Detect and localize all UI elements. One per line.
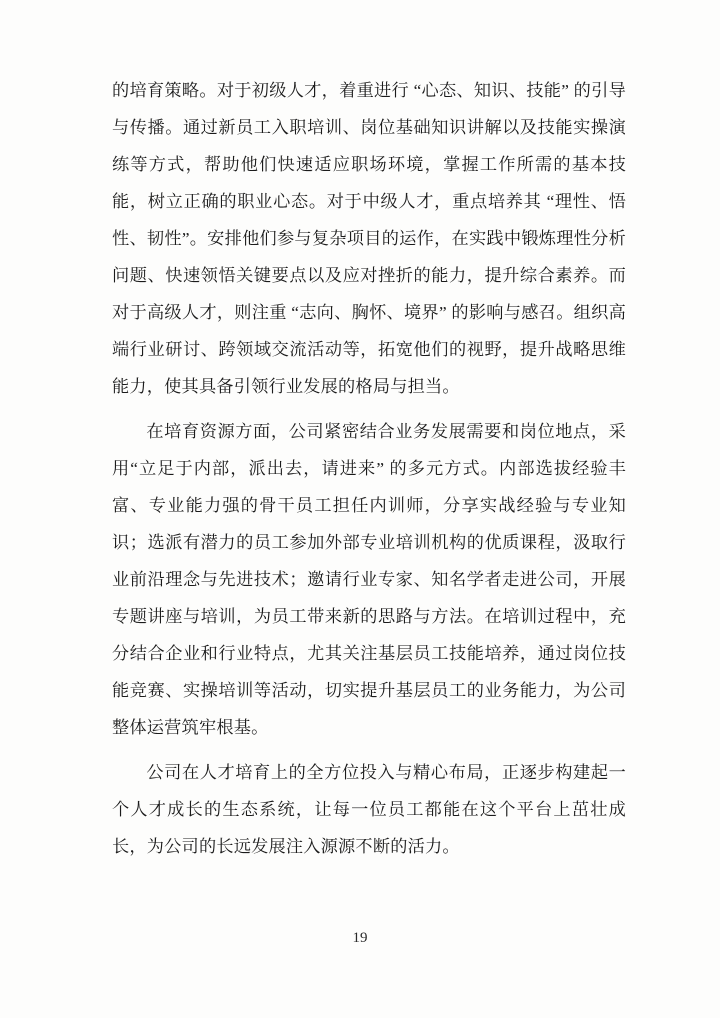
paragraph-3: 公司在人才培育上的全方位投入与精心布局，正逐步构建起一个人才成长的生态系统，让每一位员工都能在这个平台上茁壮成长，为公司的长远发展注入源源不断的活力。 [112,763,626,856]
paragraph-1: 的培育策略。对于初级人才，着重进行 “心态、知识、技能” 的引导与传播。通过新员工入职培训、岗位基础知识讲解以及技能实操演练等方式，帮助他们快速适应职场环境，掌握工作所需的基本技能，树立正确的职业心态。对于中级人才，重点培养其 “理性、悟性、韧性”。安排他们参与复杂项目的运作，在实践中锻炼理性分析问题、快速领悟关键要点以及应对挫折的能力，提升综合素养。而对于高级人才，则注重 “志向、胸怀、境界” 的影响与感召。组织高端行业研讨、跨领域交流活动等，拓宽他们的视野，提升战略思维能力，使其具备引领行业发展的格局与担当。 [112,81,626,396]
paragraph-2: 在培育资源方面，公司紧密结合业务发展需要和岗位地点，采用“立足于内部，派出去，请进来” 的多元方式。内部选拔经验丰富、专业能力强的骨干员工担任内训师，分享实战经验与专业知识；选派有潜力的员工参加外部专业培训机构的优质课程，汲取行业前沿理念与先进技术；邀请行业专家、知名学者走进公司，开展专题讲座与培训，为员工带来新的思路与方法。在培训过程中，充分结合企业和行业特点，尤其关注基层员工技能培养，通过岗位技能竞赛、实操培训等活动，切实提升基层员工的业务能力，为公司整体运营筑牢根基。 [112,422,626,737]
page-number: 19 [352,930,368,946]
page-text-body [112,72,626,867]
